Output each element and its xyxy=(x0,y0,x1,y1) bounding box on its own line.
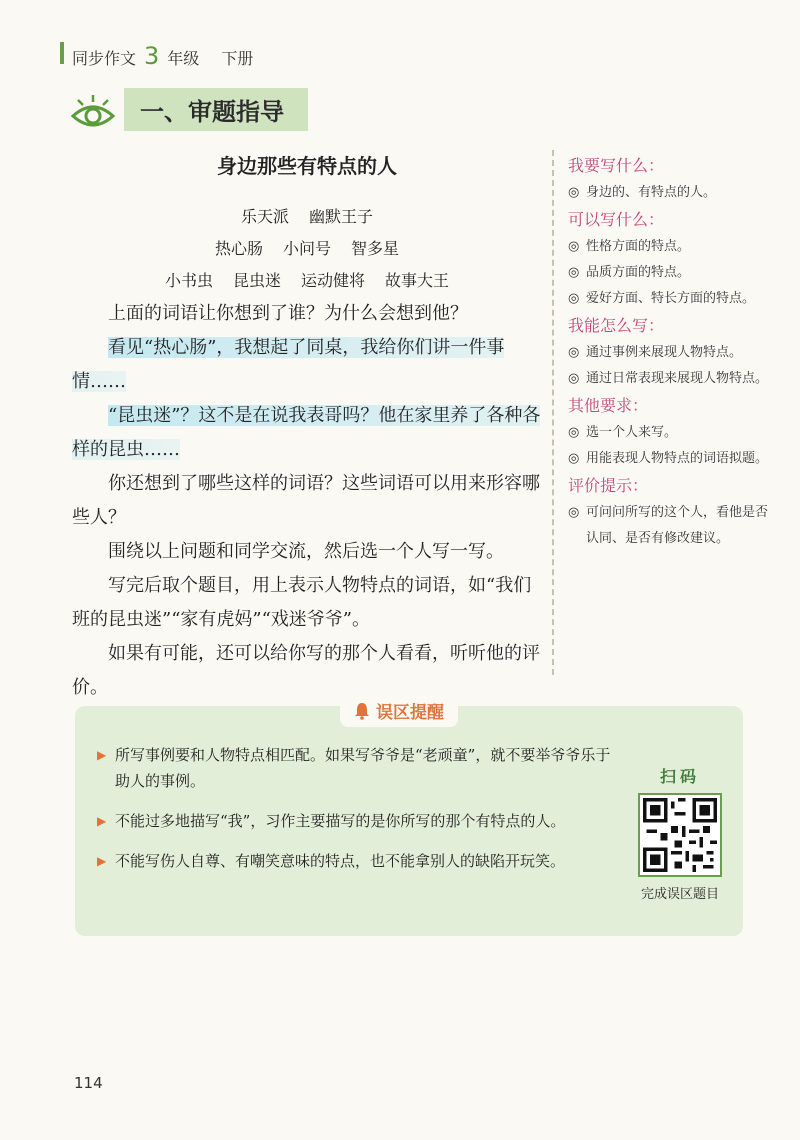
sidebar-item: ◎ 品质方面的特点。 xyxy=(568,260,778,286)
sidebar-heading: 评价提示： xyxy=(568,476,649,495)
running-header xyxy=(72,42,253,70)
sidebar-item: ◎ 身边的、有特点的人。 xyxy=(568,180,778,206)
passage xyxy=(72,150,542,705)
tip-item: ▶ 所写事例要和人物特点相匹配。如果写爷爷是“老顽童”，就不要举爷爷乐于助人的事例。 xyxy=(97,742,617,794)
sidebar-heading: 我要写什么： xyxy=(568,156,665,175)
sidebar-item: ◎ 爱好方面、特长方面的特点。 xyxy=(568,286,778,312)
paragraph-5: 围绕以上问题和同学交流，然后选一个人写一写。 xyxy=(108,541,504,562)
paragraph-1: 上面的词语让你想到了谁？为什么会想到他？ xyxy=(108,303,468,324)
sidebar-item: ◎ 选一个人来写。 xyxy=(568,420,778,446)
sidebar-item: ◎ 通过事例来展现人物特点。 xyxy=(568,340,778,366)
example-highlight: “昆虫迷”？这不是在说我表哥吗？他在家里养了各种各样的昆虫…… xyxy=(72,405,541,460)
grade-number: 3 xyxy=(144,42,160,70)
column-divider xyxy=(552,150,554,675)
common-mistakes-box xyxy=(75,703,743,936)
arrow-right-icon: ▶ xyxy=(97,854,107,868)
tip-title: 误区提醒 xyxy=(376,703,444,723)
circle-bullet-icon: ◎ xyxy=(568,451,580,466)
word: 小问号 xyxy=(282,239,331,258)
section-title: 一、审题指导 xyxy=(124,88,308,131)
qr-code-icon xyxy=(643,798,717,872)
word: 热心肠 xyxy=(214,239,263,258)
header-bar xyxy=(60,42,64,64)
paragraph-3 xyxy=(72,399,542,467)
page-number: 114 xyxy=(74,1074,103,1092)
sidebar-item: ◎ 通过日常表现来展现人物特点。 xyxy=(568,366,778,392)
word: 智多星 xyxy=(351,239,400,258)
sidebar-heading: 我能怎么写： xyxy=(568,316,665,335)
arrow-right-icon: ▶ xyxy=(97,748,107,762)
tip-item: ▶ 不能过多地描写“我”，习作主要描写的是你所写的那个有特点的人。 xyxy=(97,808,617,834)
circle-bullet-icon: ◎ xyxy=(568,265,580,280)
paragraph-7: 如果有可能，还可以给你写的那个人看看，听听他的评价。 xyxy=(72,643,540,698)
word: 故事大王 xyxy=(385,271,450,290)
tip-tab xyxy=(340,694,458,727)
word: 运动健将 xyxy=(301,271,366,290)
word-line-2 xyxy=(72,233,542,265)
tip-item: ▶ 不能写伤人自尊、有嘲笑意味的特点，也不能拿别人的缺陷开玩笑。 xyxy=(97,848,617,874)
grade-unit: 年级 xyxy=(167,49,200,68)
word-line-3 xyxy=(72,265,542,297)
scan-caption: 完成误区题目 xyxy=(640,887,719,902)
circle-bullet-icon: ◎ xyxy=(568,371,580,386)
scan-label: 扫码 xyxy=(659,767,700,786)
circle-bullet-icon: ◎ xyxy=(568,345,580,360)
tip-list xyxy=(97,742,617,888)
sidebar-item: ◎ 用能表现人物特点的词语拟题。 xyxy=(568,446,778,472)
example-highlight: 看见“热心肠”，我想起了同桌，我给你们讲一件事情…… xyxy=(72,337,505,392)
qr-code[interactable] xyxy=(638,793,722,877)
paragraph-2 xyxy=(72,331,542,399)
arrow-right-icon: ▶ xyxy=(97,814,107,828)
word: 昆虫迷 xyxy=(232,271,281,290)
passage-title: 身边那些有特点的人 xyxy=(217,154,397,178)
bell-icon xyxy=(354,702,370,720)
scan-block xyxy=(625,764,735,902)
section-heading xyxy=(70,88,308,131)
circle-bullet-icon: ◎ xyxy=(568,239,580,254)
word: 小书虫 xyxy=(164,271,213,290)
writing-guide-sidebar xyxy=(568,152,778,552)
circle-bullet-icon: ◎ xyxy=(568,291,580,306)
paragraph-6: 写完后取个题目，用上表示人物特点的词语，如“我们班的昆虫迷”“家有虎妈”“戏迷爷爷”。 xyxy=(72,575,532,630)
word: 乐天派 xyxy=(240,207,289,226)
circle-bullet-icon: ◎ xyxy=(568,505,580,520)
volume-label: 下册 xyxy=(221,49,254,68)
sidebar-item: ◎ 可问问所写的这个人，看他是否认同、是否有修改建议。 xyxy=(568,500,778,552)
circle-bullet-icon: ◎ xyxy=(568,185,580,200)
sidebar-item: ◎ 性格方面的特点。 xyxy=(568,234,778,260)
circle-bullet-icon: ◎ xyxy=(568,425,580,440)
sidebar-heading: 可以写什么： xyxy=(568,210,665,229)
paragraph-4: 你还想到了哪些这样的词语？这些词语可以用来形容哪些人？ xyxy=(72,473,540,528)
word: 幽默王子 xyxy=(309,207,374,226)
book-name: 同步作文 xyxy=(72,49,137,68)
eye-icon xyxy=(70,90,116,130)
sidebar-heading: 其他要求： xyxy=(568,396,649,415)
word-line-1 xyxy=(72,201,542,233)
